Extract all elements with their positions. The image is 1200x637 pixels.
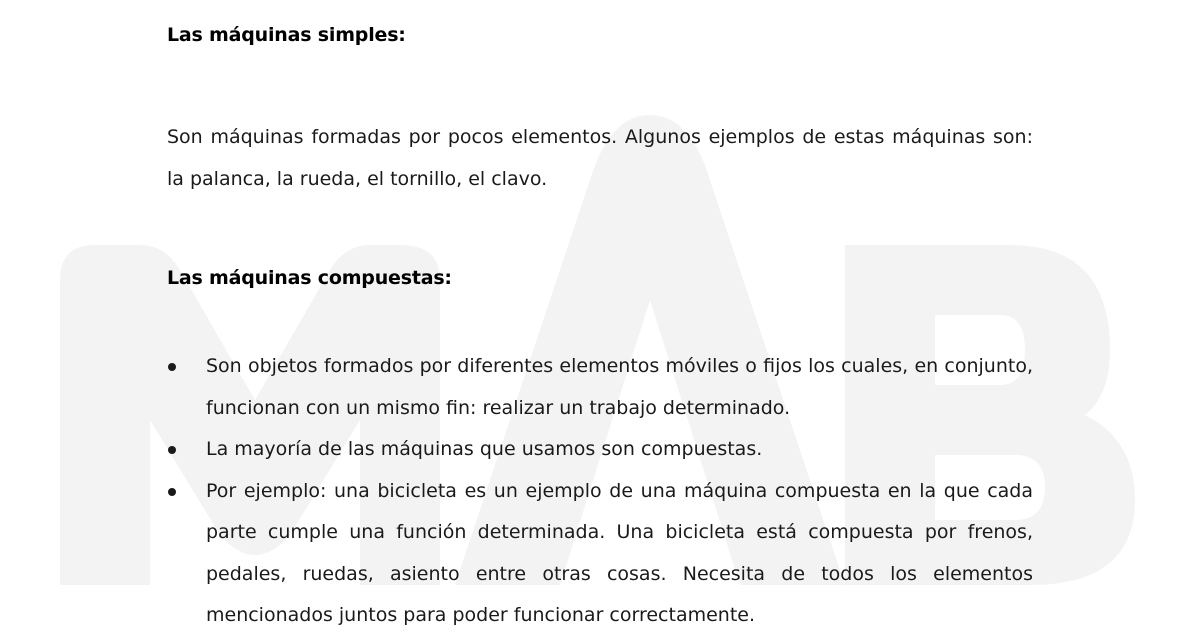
list-item-text: Por ejemplo: una bicicleta es un ejemplo de una máquina compuesta en la que cada parte cumple una función determinada. Una bicicleta está compuesta por frenos, pedales, ruedas, asiento entre otras cosas. Necesita de todos los elementos mencionados juntos para poder funcionar correctamente. [206, 479, 1033, 626]
paragraph-simple-machines: Son máquinas formadas por pocos elementos. Algunos ejemplos de estas máquinas son: la palanca, la rueda, el tornillo, el clavo. [167, 126, 1033, 190]
list-item-text: La mayoría de las máquinas que usamos son compuestas. [206, 438, 763, 460]
bullet-icon [168, 446, 176, 454]
list-item [167, 471, 1033, 637]
list-item [167, 346, 1033, 429]
compound-machines-list [167, 346, 1033, 637]
heading-compound-machines: Las máquinas compuestas: [167, 267, 452, 289]
bullet-icon [168, 488, 176, 496]
heading-simple-machines: Las máquinas simples: [167, 24, 406, 46]
bullet-icon [168, 363, 176, 371]
list-item-text: Son objetos formados por diferentes elementos móviles o fijos los cuales, en conjunto, funcionan con un mismo fin: realizar un trabajo determinado. [206, 355, 1033, 419]
list-item [167, 429, 1033, 471]
